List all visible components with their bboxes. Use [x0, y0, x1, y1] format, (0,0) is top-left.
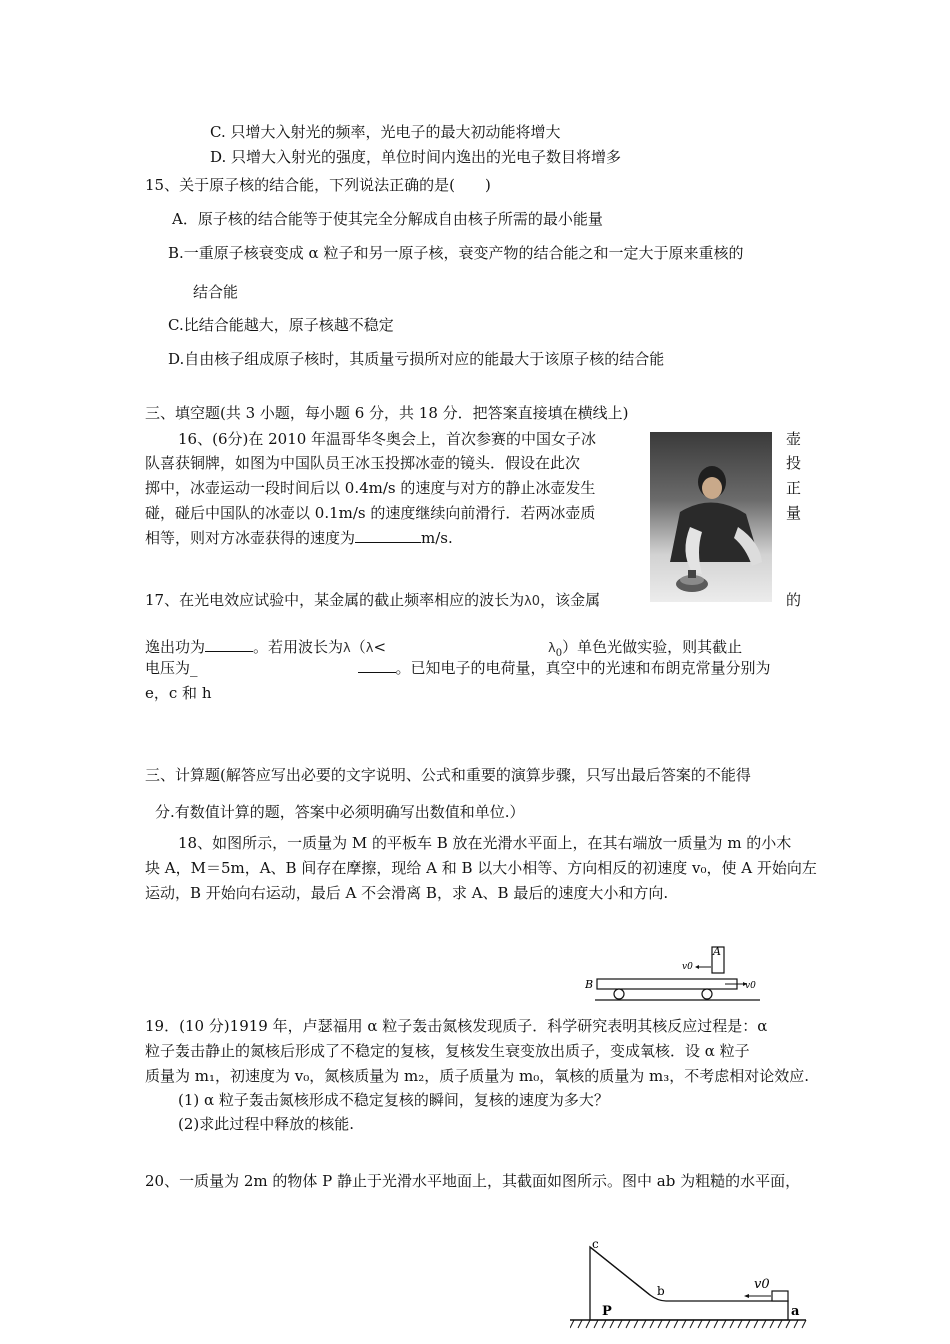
floor-hatching [570, 1320, 806, 1328]
q16-line1: 16、(6分)在 2010 年温哥华冬奥会上，首次参赛的中国女子冰 [178, 430, 597, 448]
v0-left-label: v0 [682, 962, 693, 972]
q15-option-a: A．原子核的结合能等于使其完全分解成自由核子所需的最小能量 [172, 210, 603, 228]
curling-photo-drawing [650, 432, 772, 602]
cart-b [597, 979, 737, 989]
q17-stop-voltage-blank[interactable] [358, 658, 396, 673]
q16-line2: 队喜获铜牌，如图为中国队员王冰玉投掷冰壶的镜头．假设在此次 [145, 454, 581, 472]
q15-option-b-line1: B.一重原子核衰变成 α 粒子和另一原子核，衰变产物的结合能之和一定大于原来重核的 [168, 244, 744, 262]
v0-arrow-head [744, 1294, 749, 1298]
q16-line5-text: 相等，则对方冰壶获得的速度为 [145, 529, 356, 547]
q16-line4-end: 量 [786, 504, 802, 522]
wheel-right [702, 989, 712, 999]
lambda-symbol-2: λ [365, 641, 374, 656]
curling-photo [650, 432, 772, 602]
point-c-label: c [592, 1237, 599, 1251]
arrow-left-head [695, 965, 699, 969]
q20-slope-figure [570, 1235, 810, 1340]
q16-line4: 碰，碰后中国队的冰壶以 0.1m/s 的速度继续向前滑行．若两冰壶质 [145, 504, 596, 522]
q15-stem: 15、关于原子核的结合能，下列说法正确的是( ) [145, 176, 491, 194]
q16-answer-blank[interactable] [355, 528, 421, 543]
q17-line2-text-b: 。若用波长为 [253, 638, 344, 656]
q16-line2-end: 投 [786, 454, 802, 472]
section3-title: 三、填空题(共 3 小题，每小题 6 分，共 18 分．把答案直接填在横线上) [145, 404, 629, 422]
q15-option-c: C.比结合能越大，原子核越不稳定 [168, 316, 394, 334]
q16-line5 [145, 528, 453, 548]
q17-line2-text: 逸出功为 [145, 638, 206, 656]
q16-line3-end: 正 [786, 479, 802, 497]
small-block [772, 1291, 788, 1301]
q19-line3: 质量为 m₁，初速度为 v₀，氮核质量为 m₂，质子质量为 m₀，氧核的质量为 m₃，不考虑相对论效应. [145, 1067, 810, 1085]
q17-line1-end: 的 [786, 591, 802, 609]
q14-option-c: C. 只增大入射光的频率，光电子的最大初动能将增大 [210, 123, 561, 141]
q17-line3-text: 电压为_ [145, 659, 198, 677]
q18-cart-figure [585, 945, 765, 1005]
q17-less-than: < [373, 638, 387, 656]
q15-option-b-line2: 结合能 [193, 283, 239, 301]
section4-title-line1: 三、计算题(解答应写出必要的文字说明、公式和重要的演算步骤，只写出最后答案的不能得 [145, 766, 751, 784]
block-a-label: A [713, 945, 721, 958]
q17-line1-text-b: ，该金属 [540, 591, 601, 609]
v0-label: v0 [754, 1277, 770, 1292]
point-a-label: a [791, 1304, 800, 1319]
lambda0-symbol-2: λ [548, 641, 556, 656]
q19-part1: (1) α 粒子轰击氮核形成不稳定复核的瞬间，复核的速度为多大？ [178, 1091, 609, 1109]
q16-unit: m/s. [421, 529, 453, 547]
q17-paren-open: （ [350, 638, 366, 656]
q18-line1: 18、如图所示，一质量为 M 的平板车 B 放在光滑水平面上，在其右端放一质量为 m 的小木 [178, 834, 792, 852]
lambda0-symbol: λ0 [524, 594, 541, 609]
q15-option-d: D.自由核子组成原子核时，其质量亏损所对应的能最大于该原子核的结合能 [168, 350, 665, 368]
point-b-label: b [657, 1284, 665, 1298]
cart-b-label: B [585, 978, 594, 991]
v0-right-label: v0 [745, 981, 756, 991]
q17-line3 [145, 658, 771, 678]
q19-line1: 19．(10 分)1919 年，卢瑟福用 α 粒子轰击氮核发现质子．科学研究表明其核反应过程是：α [145, 1017, 768, 1035]
section4-title-line2: 分.有数值计算的题，答案中必须明确写出数值和单位.） [155, 803, 525, 821]
q17-line4: e，c 和 h [145, 684, 212, 702]
lambda-symbol: λ [343, 641, 351, 656]
q17-line1 [145, 590, 600, 612]
object-p-label: P [602, 1304, 612, 1319]
q17-line1-text: 17、在光电效应试验中，某金属的截止频率相应的波长为 [145, 591, 525, 609]
q14-option-d: D. 只增大入射光的强度，单位时间内逸出的光电子数目将增多 [210, 148, 622, 166]
q17-work-function-blank[interactable] [205, 637, 253, 652]
lambda0-subscript: 0 [555, 648, 563, 659]
wheel-left [614, 989, 624, 999]
q20-line1: 20、一质量为 2m 的物体 P 静止于光滑水平地面上，其截面如图所示。图中 ab 为粗糙的水平面， [145, 1172, 801, 1190]
q16-line3: 掷中，冰壶运动一段时间后以 0.4m/s 的速度与对方的静止冰壶发生 [145, 479, 596, 497]
q18-line2: 块 A，M＝5m，A、B 间存在摩擦，现给 A 和 B 以大小相等、方向相反的初速度 v₀，使 A 开始向左 [145, 859, 817, 877]
q19-line2: 粒子轰击静止的氮核后形成了不稳定的复核，复核发生衰变放出质子，变成氧核．设 α 粒子 [145, 1042, 750, 1060]
q16-line1-end: 壶 [786, 430, 802, 448]
q17-line3-text-b: 。已知电子的电荷量，真空中的光速和布朗克常量分别为 [395, 659, 771, 677]
q19-part2: (2)求此过程中释放的核能. [178, 1115, 355, 1133]
q18-line3: 运动，B 开始向右运动，最后 A 不会滑离 B，求 A、B 最后的速度大小和方向. [145, 884, 669, 902]
q17-line2-text-c: ）单色光做实验，则其截止 [562, 638, 743, 656]
